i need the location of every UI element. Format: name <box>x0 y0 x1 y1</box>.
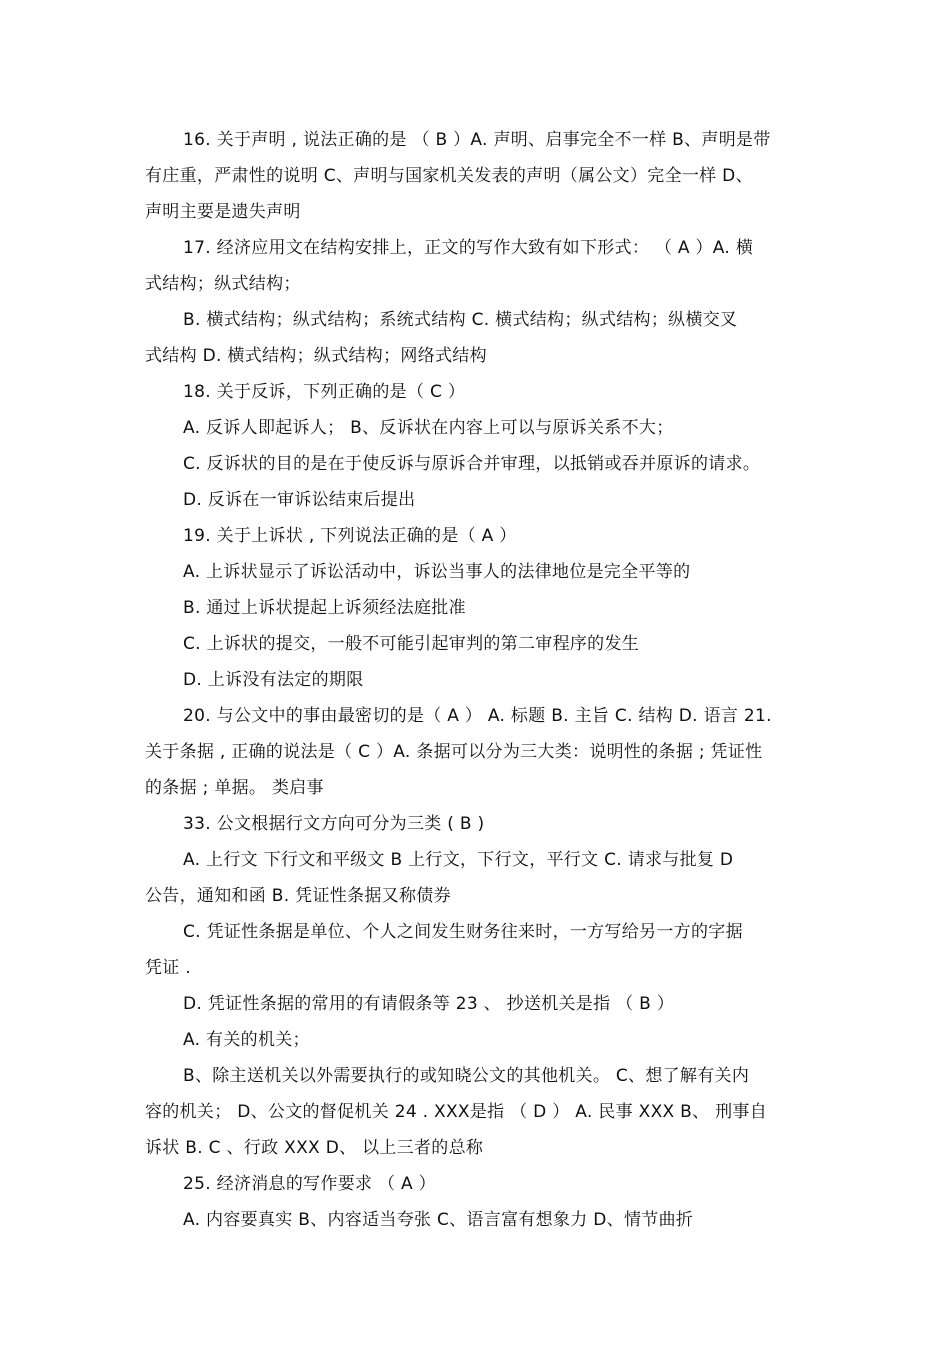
text-line: D. 凭证性条据的常用的有请假条等 23 、 抄送机关是指 （ B ） <box>183 994 675 1014</box>
text-line: A. 有关的机关； <box>183 1030 310 1050</box>
text-line: 25. 经济消息的写作要求 （ A ） <box>183 1174 436 1194</box>
text-line: 凭证 . <box>145 958 192 978</box>
text-line: B. 横式结构；纵式结构；系统式结构 C. 横式结构；纵式结构；纵横交叉 <box>183 310 738 330</box>
text-line: 16. 关于声明 , 说法正确的是 （ B ）A. 声明、启事完全不一样 B、声明是带 <box>183 130 771 150</box>
text-line: 33. 公文根据行文方向可分为三类 ( B ) <box>183 814 485 834</box>
text-line: D. 反诉在一审诉讼结束后提出 <box>183 490 416 510</box>
text-line: C. 反诉状的目的是在于使反诉与原诉合并审理，以抵销或吞并原诉的请求。 <box>183 454 761 474</box>
text-line: A. 上诉状显示了诉讼活动中，诉讼当事人的法律地位是完全平等的 <box>183 562 691 582</box>
text-line: 有庄重，严肃性的说明 C、声明与国家机关发表的声明（属公文）完全一样 D、 <box>145 166 753 186</box>
text-line: 公告，通知和函 B. 凭证性条据又称债券 <box>145 886 451 906</box>
text-line: 20. 与公文中的事由最密切的是（ A ） A. 标题 B. 主旨 C. 结构 D. 语言 21. <box>183 706 772 726</box>
text-line: A. 上行文 下行文和平级文 B 上行文，下行文，平行文 C. 请求与批复 D <box>183 850 734 870</box>
text-line: 声明主要是遗失声明 <box>145 202 301 222</box>
text-line: B、除主送机关以外需要执行的或知晓公文的其他机关。 C、想了解有关内 <box>183 1066 750 1086</box>
text-line: B. 通过上诉状提起上诉须经法庭批准 <box>183 598 466 618</box>
text-line: 关于条据 , 正确的说法是（ C ）A. 条据可以分为三大类：说明性的条据 ; 凭证性 <box>145 742 763 762</box>
text-line: 式结构 D. 横式结构；纵式结构；网络式结构 <box>145 346 487 366</box>
text-line: A. 反诉人即起诉人； B、反诉状在内容上可以与原诉关系不大； <box>183 418 674 438</box>
text-line: D. 上诉没有法定的期限 <box>183 670 364 690</box>
text-line: C. 凭证性条据是单位、个人之间发生财务往来时，一方写给另一方的字据 <box>183 922 743 942</box>
text-line: 18. 关于反诉，下列正确的是（ C ） <box>183 382 466 402</box>
text-line: 的条据 ; 单据。 类启事 <box>145 778 324 798</box>
text-line: A. 内容要真实 B、内容适当夸张 C、语言富有想象力 D、情节曲折 <box>183 1210 694 1230</box>
text-line: 式结构；纵式结构； <box>145 274 301 294</box>
text-line: C. 上诉状的提交，一般不可能引起审判的第二审程序的发生 <box>183 634 640 654</box>
text-line: 19. 关于上诉状 , 下列说法正确的是（ A ） <box>183 526 517 546</box>
text-line: 17. 经济应用文在结构安排上，正文的写作大致有如下形式： （ A ）A. 横 <box>183 238 754 258</box>
text-line: 诉状 B. C 、行政 XXX D、 以上三者的总称 <box>145 1138 484 1158</box>
text-line: 容的机关； D、公文的督促机关 24 . XXX是指 （ D ） A. 民事 XXX B、 刑事自 <box>145 1102 768 1122</box>
